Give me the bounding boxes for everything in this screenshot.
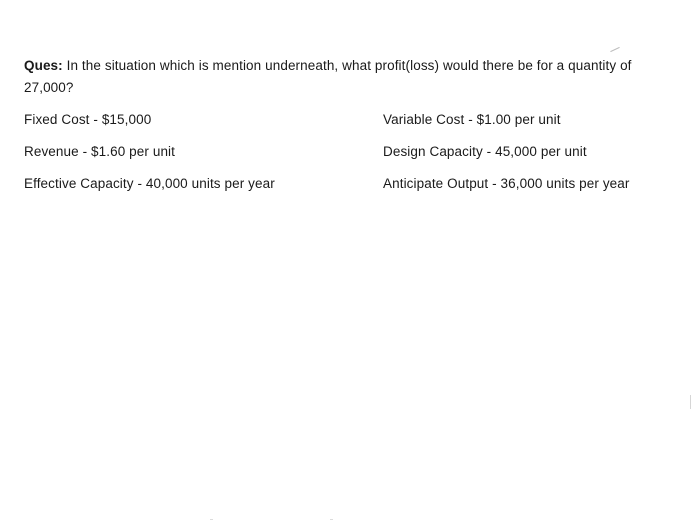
scan-mark — [690, 395, 691, 409]
revenue-line: Revenue - $1.60 per unit — [24, 144, 175, 159]
scan-mark — [330, 519, 333, 520]
question-paragraph — [24, 55, 684, 99]
scan-mark — [210, 519, 213, 520]
question-text: In the situation which is mention underneath, what profit(loss) would there be for a quantity of 27,000? — [24, 58, 632, 95]
anticipate-output-line: Anticipate Output - 36,000 units per year — [383, 176, 630, 191]
fixed-cost-line: Fixed Cost - $15,000 — [24, 112, 152, 127]
question-label: Ques: — [24, 58, 63, 73]
effective-capacity-line: Effective Capacity - 40,000 units per year — [24, 176, 275, 191]
variable-cost-line: Variable Cost - $1.00 per unit — [383, 112, 561, 127]
design-capacity-line: Design Capacity - 45,000 per unit — [383, 144, 587, 159]
scan-mark — [610, 47, 619, 52]
